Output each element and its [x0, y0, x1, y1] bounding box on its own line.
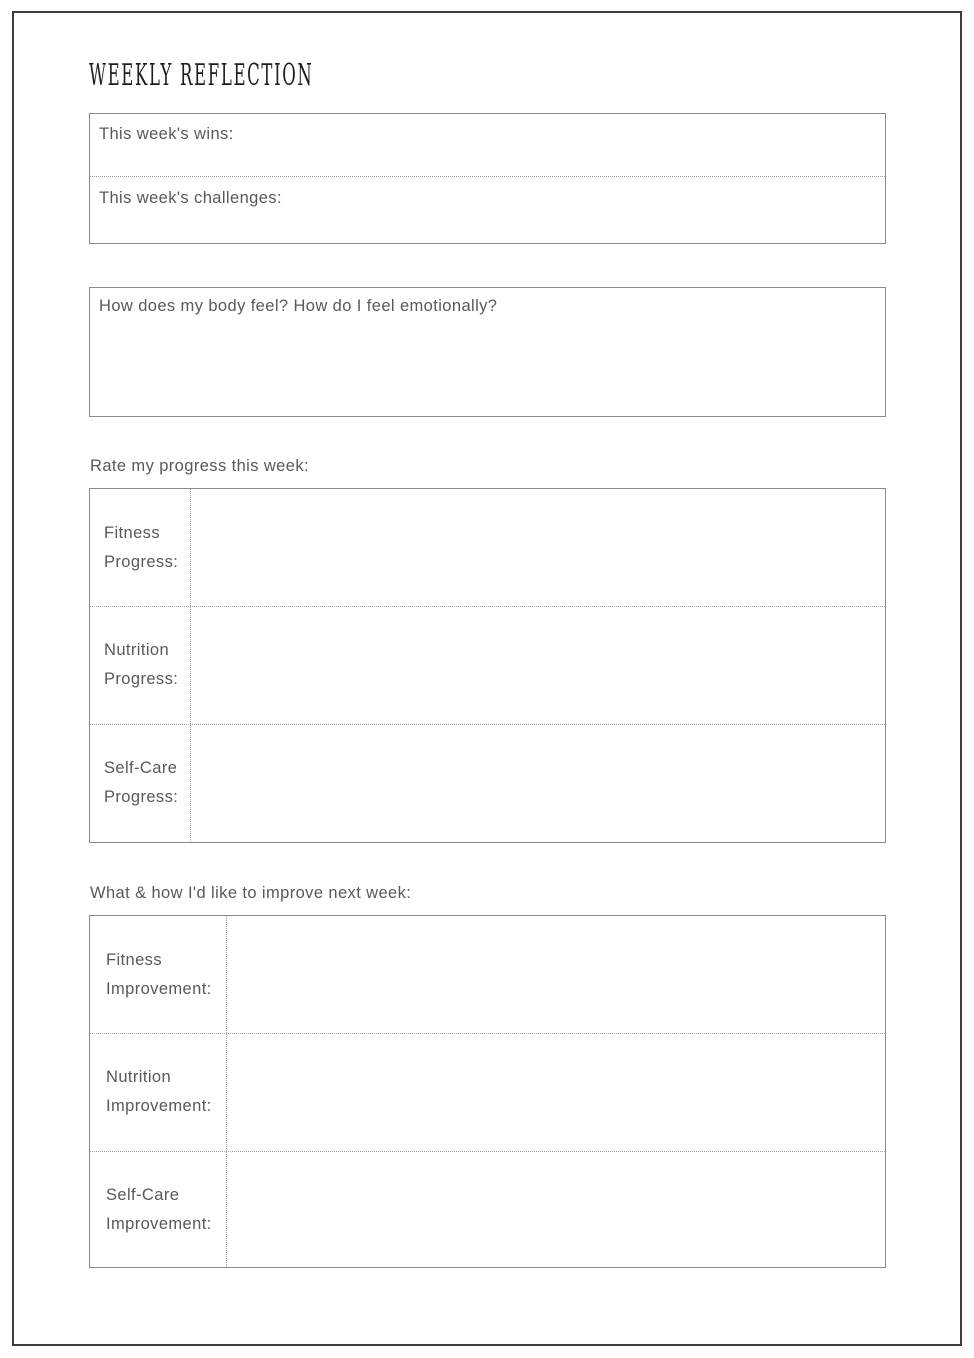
selfcare-progress-label: Self-Care Progress: — [104, 758, 179, 806]
fitness-progress-field[interactable] — [191, 489, 885, 606]
improvement-table — [89, 915, 886, 1268]
selfcare-improvement-label: Self-Care Improvement: — [106, 1185, 212, 1233]
table-row — [90, 1151, 885, 1268]
progress-section-heading: Rate my progress this week: — [90, 457, 309, 475]
nutrition-improvement-field[interactable] — [227, 1034, 885, 1150]
table-row — [90, 724, 885, 841]
nutrition-improvement-label: Nutrition Improvement: — [106, 1068, 212, 1116]
fitness-improvement-label: Fitness Improvement: — [106, 950, 212, 998]
fitness-improvement-field[interactable] — [227, 916, 885, 1033]
feelings-prompt: How does my body feel? How do I feel emotionally? — [99, 297, 498, 315]
selfcare-improvement-field[interactable] — [227, 1152, 885, 1268]
feelings-box — [89, 287, 886, 417]
challenges-label: This week's challenges: — [99, 189, 282, 207]
improvement-section-heading: What & how I'd like to improve next week: — [90, 884, 412, 902]
table-row — [90, 916, 885, 1033]
wins-label: This week's wins: — [99, 125, 234, 143]
wins-challenges-box — [89, 113, 886, 244]
challenges-field[interactable] — [90, 177, 885, 243]
table-row — [90, 606, 885, 723]
table-row — [90, 1033, 885, 1150]
nutrition-progress-field[interactable] — [191, 607, 885, 723]
progress-table — [89, 488, 886, 843]
fitness-progress-label: Fitness Progress: — [104, 523, 179, 571]
selfcare-progress-field[interactable] — [191, 725, 885, 841]
wins-field[interactable] — [90, 114, 885, 177]
nutrition-progress-label: Nutrition Progress: — [104, 641, 179, 689]
page-title: WEEKLY REFLECTION — [89, 58, 314, 93]
table-row — [90, 489, 885, 606]
feelings-field[interactable] — [90, 288, 885, 416]
